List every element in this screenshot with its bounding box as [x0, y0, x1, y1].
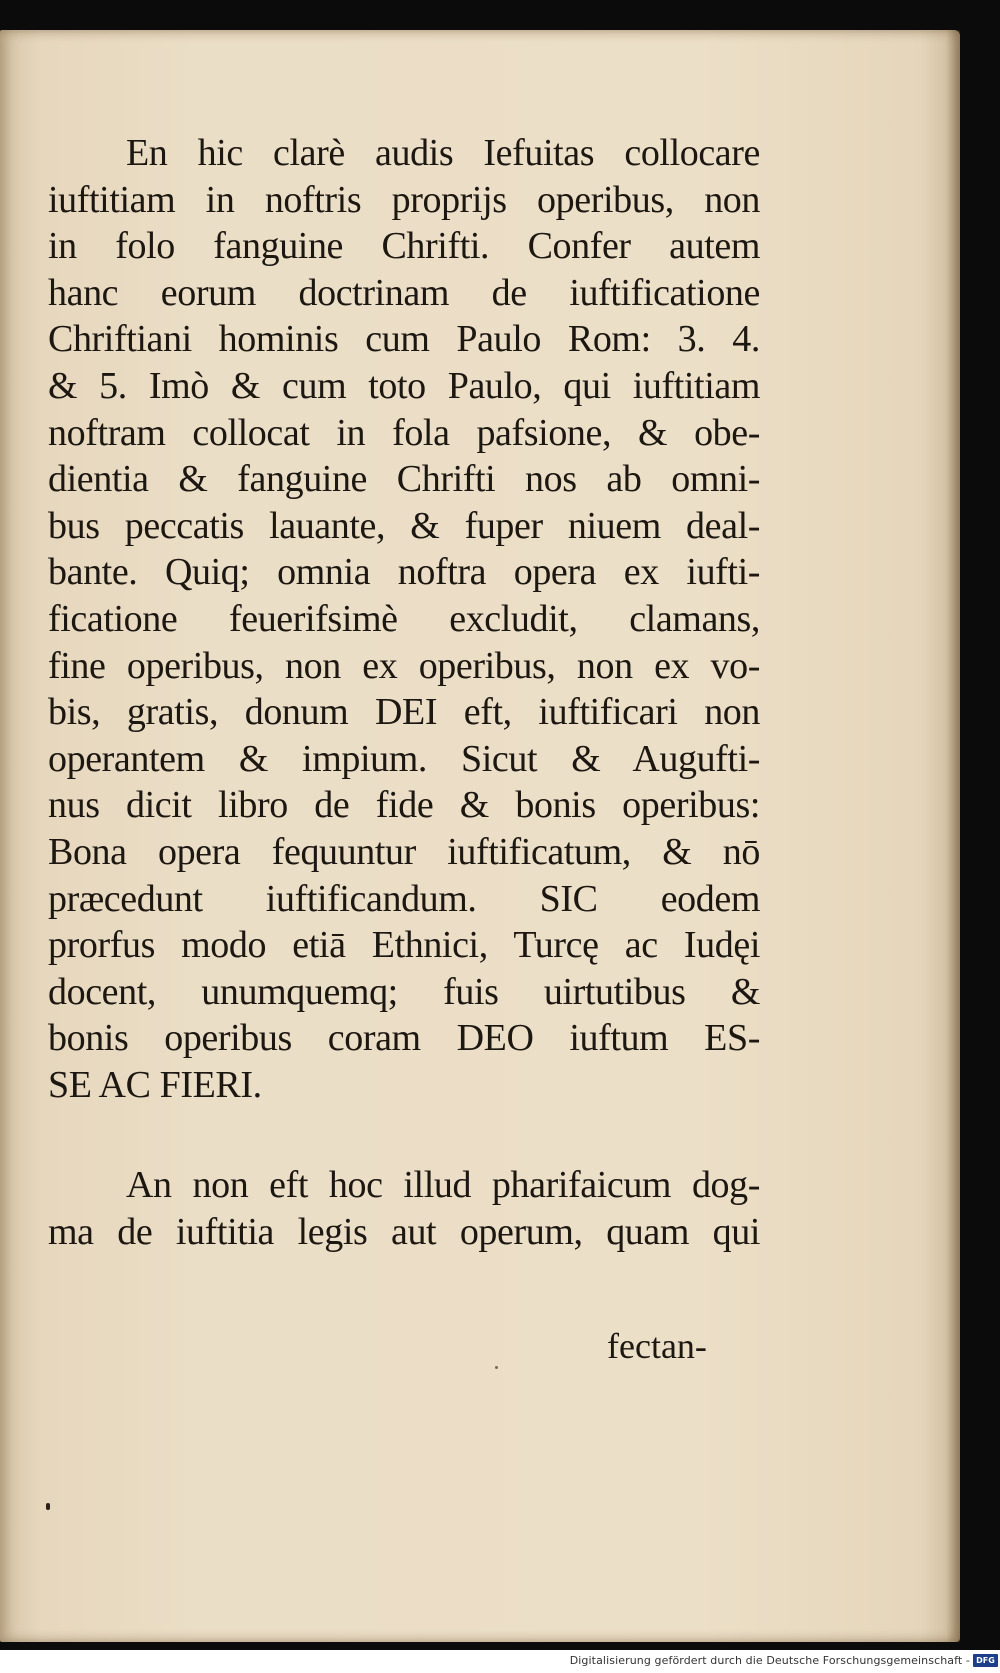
- text-line: bis, gratis, donum DEI eft, iuftificari non: [48, 691, 760, 734]
- catchword: fectan-: [607, 1326, 707, 1366]
- text-line: prorfus modo etiā Ethnici, Turcę ac Iudęi: [48, 924, 760, 967]
- text-line: dientia & fanguine Chrifti nos ab omni-: [48, 458, 760, 501]
- text-line: noftram collocat in fola pafsione, & obe-: [48, 411, 760, 454]
- text-line: Bona opera fequuntur iuftificatum, & nō: [48, 830, 760, 873]
- text-line: docent, unumquemq; fuis uirtutibus &: [48, 970, 760, 1013]
- paragraph-gap: [48, 1108, 760, 1162]
- book-page: [0, 30, 960, 1642]
- text-line: ficatione feuerifsimè excludit, clamans,: [48, 597, 760, 640]
- text-line: operantem & impium. Sicut & Augufti-: [48, 737, 760, 780]
- paper-speck: [495, 1366, 498, 1369]
- text-line: fine operibus, non ex operibus, non ex vo-: [48, 644, 760, 687]
- text-line: iuftitiam in noftris proprijs operibus, non: [48, 178, 760, 221]
- text-line: bonis operibus coram DEO iuftum ES-: [48, 1017, 760, 1060]
- text-line: SE AC FIERI.: [48, 1063, 262, 1106]
- page-text: [48, 130, 760, 1256]
- text-line: hanc eorum doctrinam de iuftificatione: [48, 271, 760, 314]
- dfg-logo-icon: DFG: [973, 1654, 998, 1667]
- text-line: præcedunt iuftificandum. SIC eodem: [48, 877, 760, 920]
- text-line: En hic clarè audis Iefuitas collocare: [126, 132, 760, 174]
- ink-speck: [46, 1503, 50, 1510]
- text-line: bante. Quiq; omnia noftra opera ex iufti-: [48, 551, 760, 594]
- digitization-credit: Digitalisierung gefördert durch die Deutsche Forschungsgemeinschaft -: [569, 1654, 970, 1667]
- text-line: & 5. Imò & cum toto Paulo, qui iuftitiam: [48, 364, 760, 407]
- text-line: bus peccatis lauante, & fuper niuem deal-: [48, 504, 760, 547]
- text-line: nus dicit libro de fide & bonis operibus:: [48, 784, 760, 827]
- text-line: An non eft hoc illud pharifaicum dog-: [126, 1164, 760, 1207]
- text-line: Chriftiani hominis cum Paulo Rom: 3. 4.: [48, 318, 760, 361]
- text-line: ma de iuftitia legis aut operum, quam qui: [48, 1211, 760, 1254]
- text-line: in folo fanguine Chrifti. Confer autem: [48, 225, 760, 268]
